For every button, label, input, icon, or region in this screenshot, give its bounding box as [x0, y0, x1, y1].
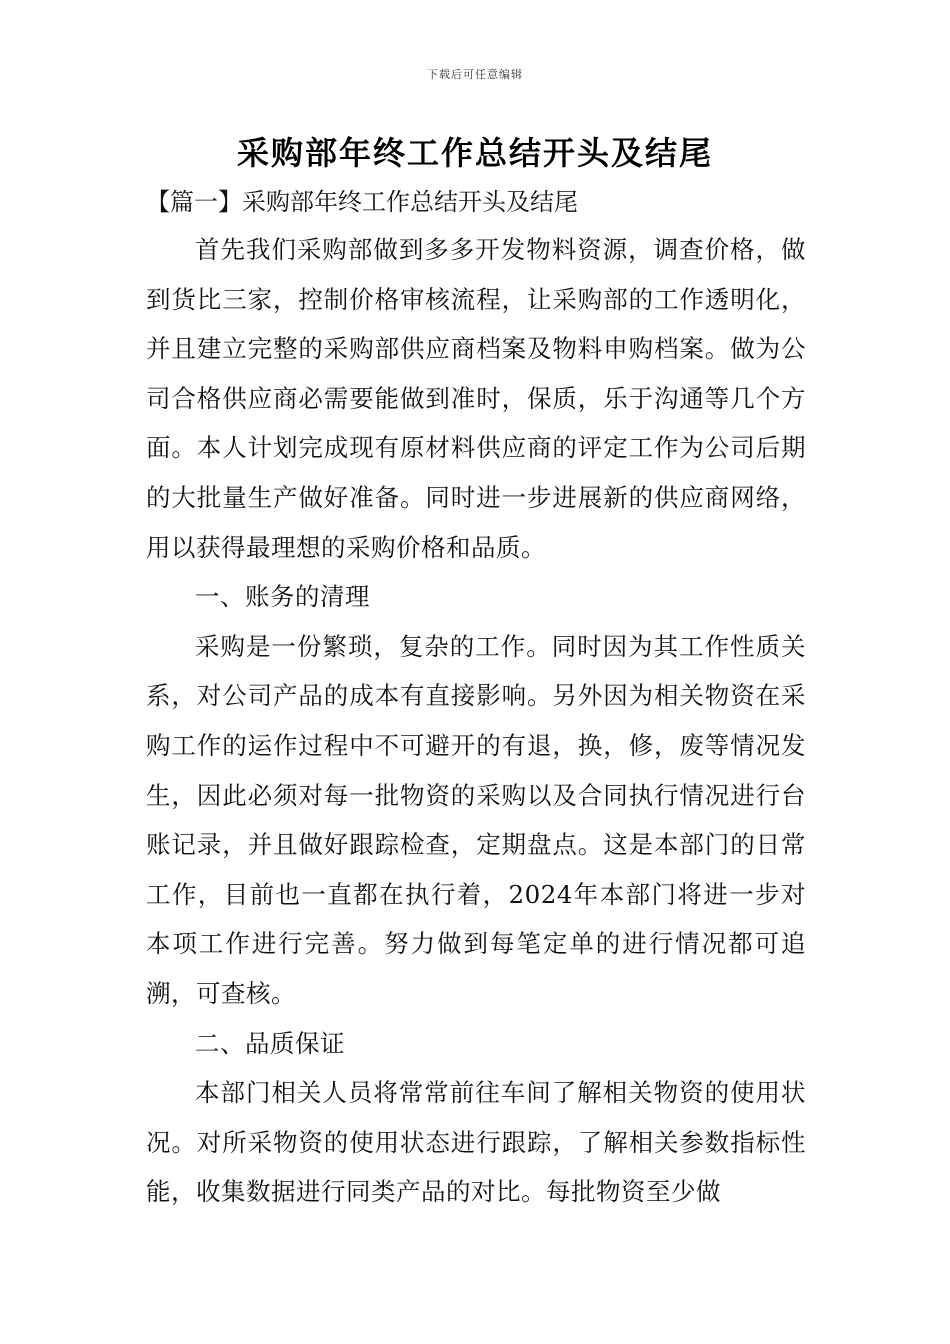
subheading-accounts: 一、账务的清理	[195, 582, 370, 612]
paragraph: 本部门相关人员将常常前往车间了解相关物资的使用状况。对所采物资的使用状态进行跟踪，了解相关参数指标性能，收集数据进行同类产品的对比。每批物资至少做	[146, 1078, 806, 1207]
paragraph: 首先我们采购部做到多多开发物料资源，调查价格，做到货比三家，控制价格审核流程，让采购部的工作透明化，并且建立完整的采购部供应商档案及物料申购档案。做为公司合格供应商必需要能做到准时，保质，乐于沟通等几个方面。本人计划完成现有原材料供应商的评定工作为公司后期的大批量生产做好准备。同时进一步进展新的供应商网络，用以获得最理想的采购价格和品质。	[146, 235, 806, 562]
document-title: 采购部年终工作总结开头及结尾	[236, 134, 713, 172]
subheading-quality: 二、品质保证	[195, 1028, 345, 1058]
paragraph: 采购是一份繁琐，复杂的工作。同时因为其工作性质关系，对公司产品的成本有直接影响。另外因为相关物资在采购工作的运作过程中不可避开的有退，换，修，废等情况发生，因此必须对每一批物资的采购以及合同执行情况进行台账记录，并且做好跟踪检查，定期盘点。这是本部门的日常工作，目前也一直都在执行着，2024年本部门将进一步对本项工作进行完善。努力做到每笔定单的进行情况都可追溯，可查核。	[146, 631, 806, 1008]
document-body	[146, 225, 806, 1217]
section-heading: 【篇一】采购部年终工作总结开头及结尾	[146, 188, 578, 216]
header-note: 下载后可任意编辑	[427, 68, 523, 81]
